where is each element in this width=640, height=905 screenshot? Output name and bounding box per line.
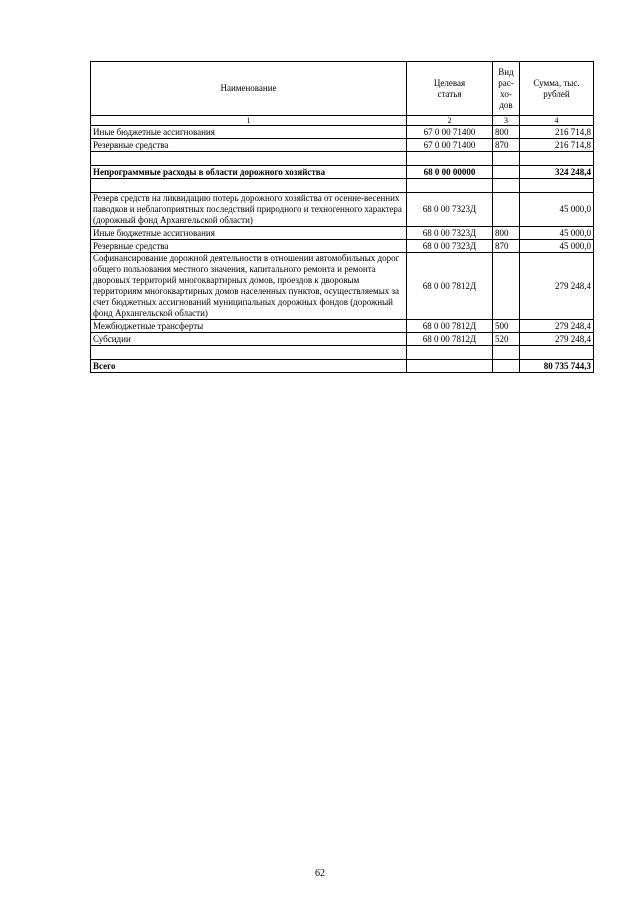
row-name: Резерв средств на ликвидацию потерь дорожного хозяйства от осенне-весенних паводков и неблагоприятных последствий природного и техногенного характера (дорожный фонд Архангельской области) — [91, 193, 407, 227]
table-row — [91, 139, 594, 152]
total-sum: 80 735 744,3 — [520, 360, 594, 373]
row-name: Резервные средства — [91, 139, 407, 152]
row-article: 68 0 00 7323Д — [407, 193, 493, 227]
table-row — [91, 333, 594, 346]
row-article: 68 0 00 7812Д — [407, 320, 493, 333]
row-name: Иные бюджетные ассигнования — [91, 227, 407, 240]
row-sum: 45 000,0 — [520, 227, 594, 240]
row-name: Иные бюджетные ассигнования — [91, 126, 407, 139]
row-sum: 45 000,0 — [520, 193, 594, 227]
row-sum: 324 248,4 — [520, 166, 594, 179]
row-kind: 800 — [493, 227, 520, 240]
row-sum: 279 248,4 — [520, 320, 594, 333]
row-kind: 870 — [493, 240, 520, 253]
spacer-row — [91, 346, 594, 360]
total-label: Всего — [91, 360, 407, 373]
row-name: Резервные средства — [91, 240, 407, 253]
row-sum: 45 000,0 — [520, 240, 594, 253]
row-article: 67 0 00 71400 — [407, 139, 493, 152]
table-row — [91, 320, 594, 333]
row-sum: 279 248,4 — [520, 253, 594, 320]
column-index-row — [91, 116, 594, 126]
row-article: 68 0 00 7812Д — [407, 253, 493, 320]
table-row — [91, 240, 594, 253]
row-article — [407, 360, 493, 373]
header-sum: Сумма, тыс. рублей — [520, 62, 594, 116]
row-kind — [493, 360, 520, 373]
row-name: Субсидии — [91, 333, 407, 346]
row-name: Софинансирование дорожной деятельности в отношении автомобильных дорог общего пользования местного значения, капитального ремонта и ремонта дворовых территорий многоквартирных домов, проездов к дворовым территориям многоквартирных домов населенных пунктов, осуществляемых за счет бюджетных ассигнований муниципальных дорожных фондов (дорожный фонд Архангельской области) — [91, 253, 407, 320]
row-article: 68 0 00 00000 — [407, 166, 493, 179]
row-kind: 500 — [493, 320, 520, 333]
index-cell: 2 — [407, 116, 493, 126]
row-name: Непрограммные расходы в области дорожного хозяйства — [91, 166, 407, 179]
row-article: 68 0 00 7323Д — [407, 227, 493, 240]
row-name: Межбюджетные трансферты — [91, 320, 407, 333]
row-kind — [493, 166, 520, 179]
row-kind — [493, 253, 520, 320]
table-row — [91, 253, 594, 320]
row-kind: 870 — [493, 139, 520, 152]
table-row — [91, 227, 594, 240]
header-kind: Вид рас-хо-дов — [493, 62, 520, 116]
header-article: Целевая статья — [407, 62, 493, 116]
header-name: Наименование — [91, 62, 407, 116]
row-kind — [493, 193, 520, 227]
table-row — [91, 126, 594, 139]
row-sum: 279 248,4 — [520, 333, 594, 346]
spacer-row — [91, 152, 594, 166]
row-article: 68 0 00 7812Д — [407, 333, 493, 346]
row-article: 68 0 00 7323Д — [407, 240, 493, 253]
table-header-row — [91, 62, 594, 116]
row-sum: 216 714,8 — [520, 126, 594, 139]
page-number: 62 — [315, 868, 325, 879]
total-row — [91, 360, 594, 373]
table-row — [91, 193, 594, 227]
index-cell: 1 — [91, 116, 407, 126]
budget-table — [90, 61, 594, 373]
row-kind: 800 — [493, 126, 520, 139]
table-row — [91, 166, 594, 179]
spacer-row — [91, 179, 594, 193]
row-article: 67 0 00 71400 — [407, 126, 493, 139]
row-kind: 520 — [493, 333, 520, 346]
row-sum: 216 714,8 — [520, 139, 594, 152]
index-cell: 4 — [520, 116, 594, 126]
index-cell: 3 — [493, 116, 520, 126]
